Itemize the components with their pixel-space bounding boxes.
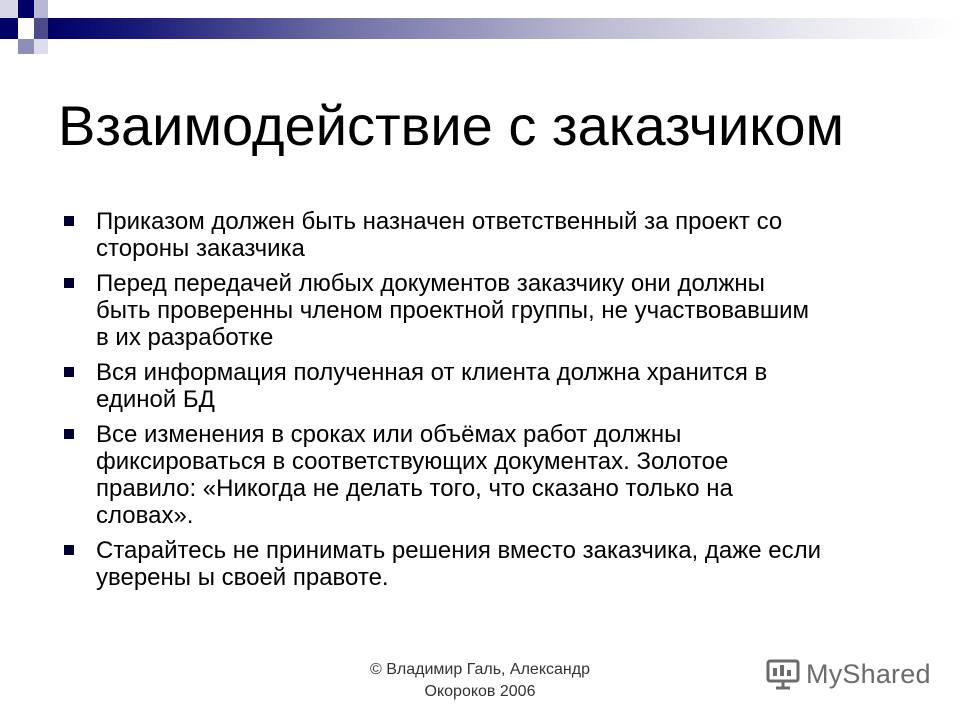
footer-line: © Владимир Галь, Александр [370,661,590,678]
decor-square [18,18,34,39]
presentation-screen-icon [766,658,800,690]
footer-line: Окороков 2006 [424,683,536,700]
decor-square [18,0,34,18]
decor-square [0,0,18,18]
bullet-text [96,421,733,529]
square-bullet-icon [64,278,74,288]
square-bullet-icon [64,429,74,439]
bullet-line: фиксироваться в соответствующих документах. Золотое [96,448,729,475]
brand-watermark[interactable] [766,653,931,697]
bullet-text [96,359,767,413]
gradient-band [48,18,960,39]
bullet-line: Все изменения в сроках или объёмах работ должны [96,421,682,448]
bullet-line: Старайтесь не принимать решения вместо заказчика, даже если [96,537,822,564]
bullet-line: Вся информация полученная от клиента должна хранится в [96,359,768,386]
bullet-line: в их разработке [96,324,274,351]
decor-square [34,39,48,54]
bullet-item [58,208,918,262]
decor-square [34,18,48,39]
bullet-line: уверены ы своей правоте. [96,564,389,591]
bullet-text [96,537,821,591]
square-bullet-icon [64,367,74,377]
bullet-line: правило: «Никогда не делать того, что сказано только на [96,475,733,502]
bullet-line: Перед передачей любых документов заказчику они должны [96,270,765,297]
bullet-line: единой БД [96,386,215,413]
bullet-line: стороны заказчика [96,235,305,262]
bullet-item [58,359,918,413]
decor-square [18,39,34,54]
bullet-item [58,537,918,591]
bullet-line: словах». [96,502,194,529]
bullet-list [58,208,918,599]
square-bullet-icon [64,545,74,555]
bullet-text [96,270,809,351]
bullet-line: быть проверенны членом проектной группы, не участвовавшим [96,297,809,324]
decor-square [34,0,48,18]
bullet-line: Приказом должен быть назначен ответственный за проект со [96,208,783,235]
bullet-item [58,421,918,529]
bullet-text [96,208,782,262]
slide-title: Взаимодействие с заказчиком [58,94,845,157]
brand-name: MyShared [806,659,931,689]
top-decoration-bar [0,0,960,56]
decor-square [0,18,18,39]
square-bullet-icon [64,216,74,226]
bullet-item [58,270,918,351]
footer-copyright [330,659,630,703]
